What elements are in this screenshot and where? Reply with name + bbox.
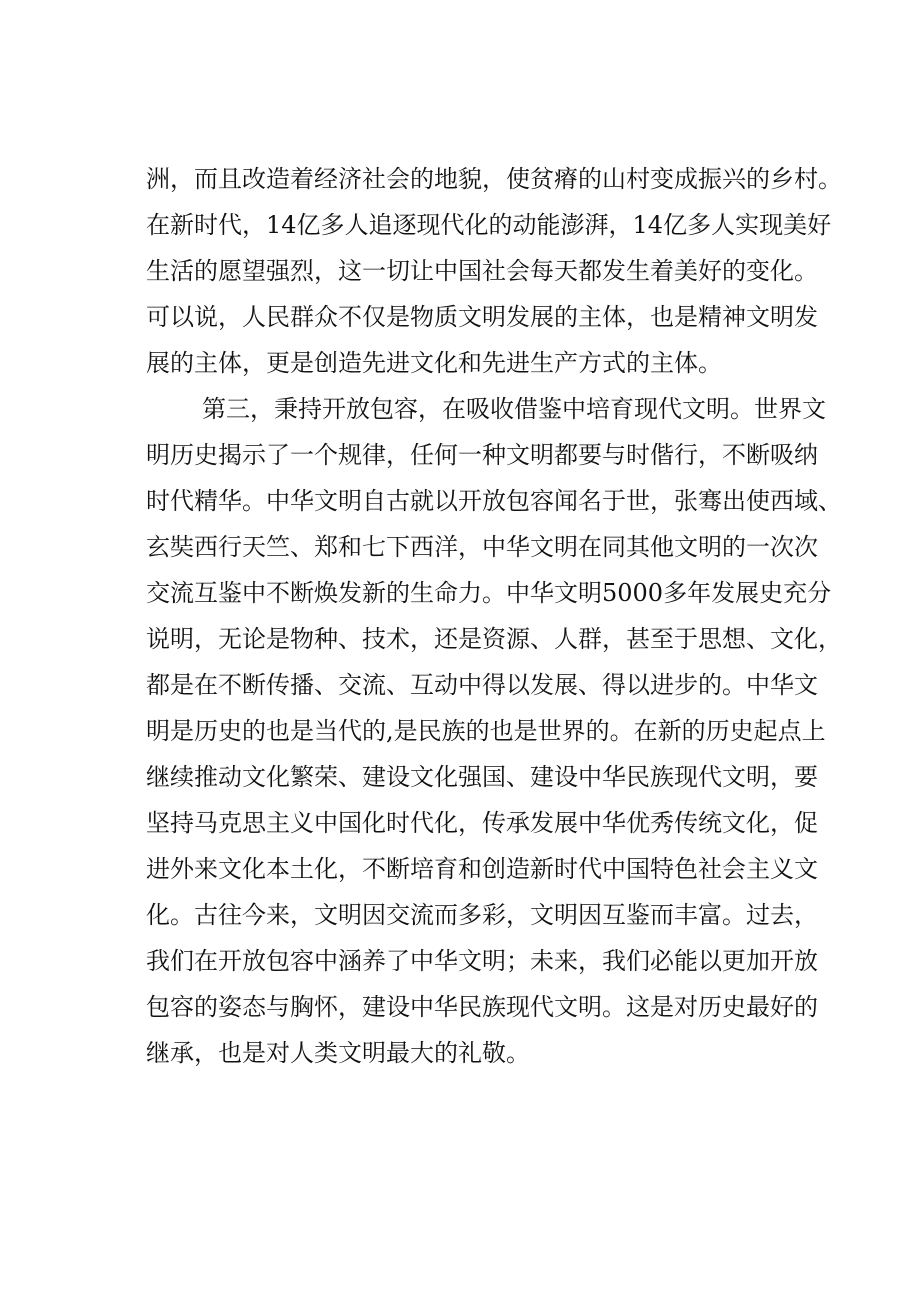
text-line: 包容的姿态与胸怀，建设中华民族现代文明。这是对历史最好的 <box>146 993 818 1021</box>
text-line: 继承，也是对人类文明最大的礼敬。 <box>146 1039 530 1067</box>
text-line: 明是历史的也是当代的,是民族的也是世界的。在新的历史起点上 <box>146 717 826 745</box>
text-line: 洲，而且改造着经济社会的地貌，使贫瘠的山村变成振兴的乡村。 <box>146 165 842 193</box>
text-line: 玄奘西行天竺、郑和七下西洋，中华文明在同其他文明的一次次 <box>146 533 818 561</box>
text-line: 展的主体，更是创造先进文化和先进生产方式的主体。 <box>146 349 722 377</box>
text-line: 坚持马克思主义中国化时代化，传承发展中华优秀传统文化，促 <box>146 809 818 837</box>
text-line: 都是在不断传播、交流、互动中得以发展、得以进步的。中华文 <box>146 671 818 699</box>
text-line: 说明，无论是物种、技术，还是资源、人群，甚至于思想、文化， <box>146 625 842 653</box>
text-line: 在新时代，14亿多人追逐现代化的动能澎湃，14亿多人实现美好 <box>146 211 832 239</box>
text-line: 可以说，人民群众不仅是物质文明发展的主体，也是精神文明发 <box>146 303 818 331</box>
text-line: 交流互鉴中不断焕发新的生命力。中华文明5000多年发展史充分 <box>146 579 832 607</box>
text-line: 化。古往今来，文明因交流而多彩，文明因互鉴而丰富。过去， <box>146 901 818 929</box>
text-line: 继续推动文化繁荣、建设文化强国、建设中华民族现代文明，要 <box>146 763 818 791</box>
text-line: 明历史揭示了一个规律，任何一种文明都要与时偕行，不断吸纳 <box>146 441 818 469</box>
text-line: 第三，秉持开放包容，在吸收借鉴中培育现代文明。世界文 <box>202 395 826 423</box>
text-line: 生活的愿望强烈，这一切让中国社会每天都发生着美好的变化。 <box>146 257 818 285</box>
text-line: 进外来文化本土化，不断培育和创造新时代中国特色社会主义文 <box>146 855 818 883</box>
paragraph-1 <box>146 156 842 386</box>
text-line: 时代精华。中华文明自古就以开放包容闻名于世，张骞出使西域、 <box>146 487 842 515</box>
body-text <box>146 156 842 1076</box>
paragraph-2 <box>146 386 842 1076</box>
text-line: 我们在开放包容中涵养了中华文明；未来，我们必能以更加开放 <box>146 947 818 975</box>
